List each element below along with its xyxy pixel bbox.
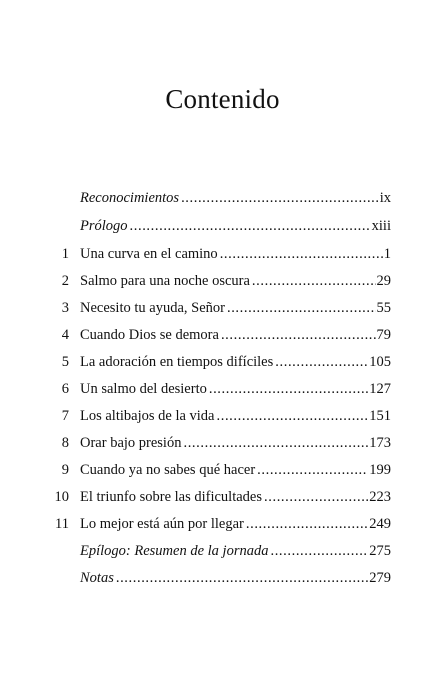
chapter-title: Reconocimientos [80,190,180,206]
toc-entry-chapter-6[interactable] [0,378,445,400]
toc-entry-line [80,486,391,508]
page-number: 199 [369,462,391,478]
page-number: 249 [369,516,391,532]
page-number: 173 [369,435,391,451]
chapter-title: Cuando ya no sabes qué hacer [80,462,256,478]
toc-entry-line [80,297,391,319]
toc-entry-line [80,243,391,265]
page-number: 105 [369,354,391,370]
chapter-number: 9 [61,462,69,478]
page-number: 127 [369,381,391,397]
toc-entry-chapter-9[interactable] [0,459,445,481]
toc-entry-notas[interactable] [0,567,445,589]
chapter-number: 1 [61,246,69,262]
toc-entry-chapter-4[interactable] [0,324,445,346]
chapter-title: Cuando Dios se demora [80,327,219,343]
chapter-title: Epílogo: Resumen de la jornada [80,543,269,559]
toc-entry-reconocimientos[interactable] [0,187,445,209]
dot-leader [220,243,383,265]
page-number: ix [379,190,391,206]
dot-leader [181,187,379,209]
toc-entry-chapter-5[interactable] [0,351,445,373]
chapter-title: Notas [80,570,114,586]
toc-entry-chapter-2[interactable] [0,270,445,292]
chapter-number: 7 [61,408,69,424]
chapter-number: 5 [61,354,69,370]
chapter-title: Una curva en el camino [80,246,218,262]
toc-entry-chapter-10[interactable] [0,486,445,508]
page-number: 1 [383,246,391,262]
toc-entry-line [80,513,391,535]
dot-leader [221,324,376,346]
dot-leader [227,297,376,319]
chapter-title: Salmo para una noche oscura [80,273,250,289]
toc-entry-line [80,432,391,454]
dot-leader [130,215,371,237]
chapter-number: 3 [61,300,69,316]
chapter-title: Los altibajos de la vida [80,408,215,424]
chapter-title: Lo mejor está aún por llegar [80,516,244,532]
toc-entry-chapter-11[interactable] [0,513,445,535]
page-number: 55 [376,300,391,316]
dot-leader [209,378,368,400]
toc-entry-line [80,187,391,209]
chapter-number: 6 [61,381,69,397]
toc-entry-line [80,351,391,373]
dot-leader [257,459,368,481]
chapter-title: Necesito tu ayuda, Señor [80,300,225,316]
page-number: 279 [369,570,391,586]
chapter-number: 10 [54,489,69,505]
toc-entry-line [80,215,391,237]
toc-entry-line [80,270,391,292]
toc-entry-chapter-1[interactable] [0,243,445,265]
page-number: 223 [369,489,391,505]
page-number: xiii [371,218,391,234]
dot-leader [252,270,376,292]
toc-entry-epilogo[interactable] [0,540,445,562]
chapter-title: Orar bajo presión [80,435,182,451]
dot-leader [264,486,368,508]
toc-entry-line [80,405,391,427]
page-number: 29 [376,273,391,289]
toc-entry-line [80,324,391,346]
chapter-number: 11 [55,516,69,532]
toc-entry-chapter-7[interactable] [0,405,445,427]
page-title: Contenido [165,84,280,114]
chapter-number: 2 [61,273,69,289]
page-number: 151 [369,408,391,424]
toc-entry-line [80,567,391,589]
dot-leader [275,351,368,373]
chapter-title: El triunfo sobre las dificultades [80,489,263,505]
toc-entry-chapter-8[interactable] [0,432,445,454]
page-number: 275 [369,543,391,559]
chapter-title: La adoración en tiempos difíciles [80,354,274,370]
page-number: 79 [376,327,391,343]
chapter-title: Prólogo [80,218,128,234]
dot-leader [217,405,369,427]
chapter-number: 4 [61,327,69,343]
toc-entry-line [80,459,391,481]
dot-leader [116,567,368,589]
toc-entry-line [80,378,391,400]
dot-leader [183,432,368,454]
chapter-title: Un salmo del desierto [80,381,207,397]
toc-entry-line [80,540,391,562]
chapter-number: 8 [61,435,69,451]
dot-leader [246,513,368,535]
toc-entry-chapter-3[interactable] [0,297,445,319]
dot-leader [270,540,368,562]
toc-entry-prologo[interactable] [0,215,445,237]
